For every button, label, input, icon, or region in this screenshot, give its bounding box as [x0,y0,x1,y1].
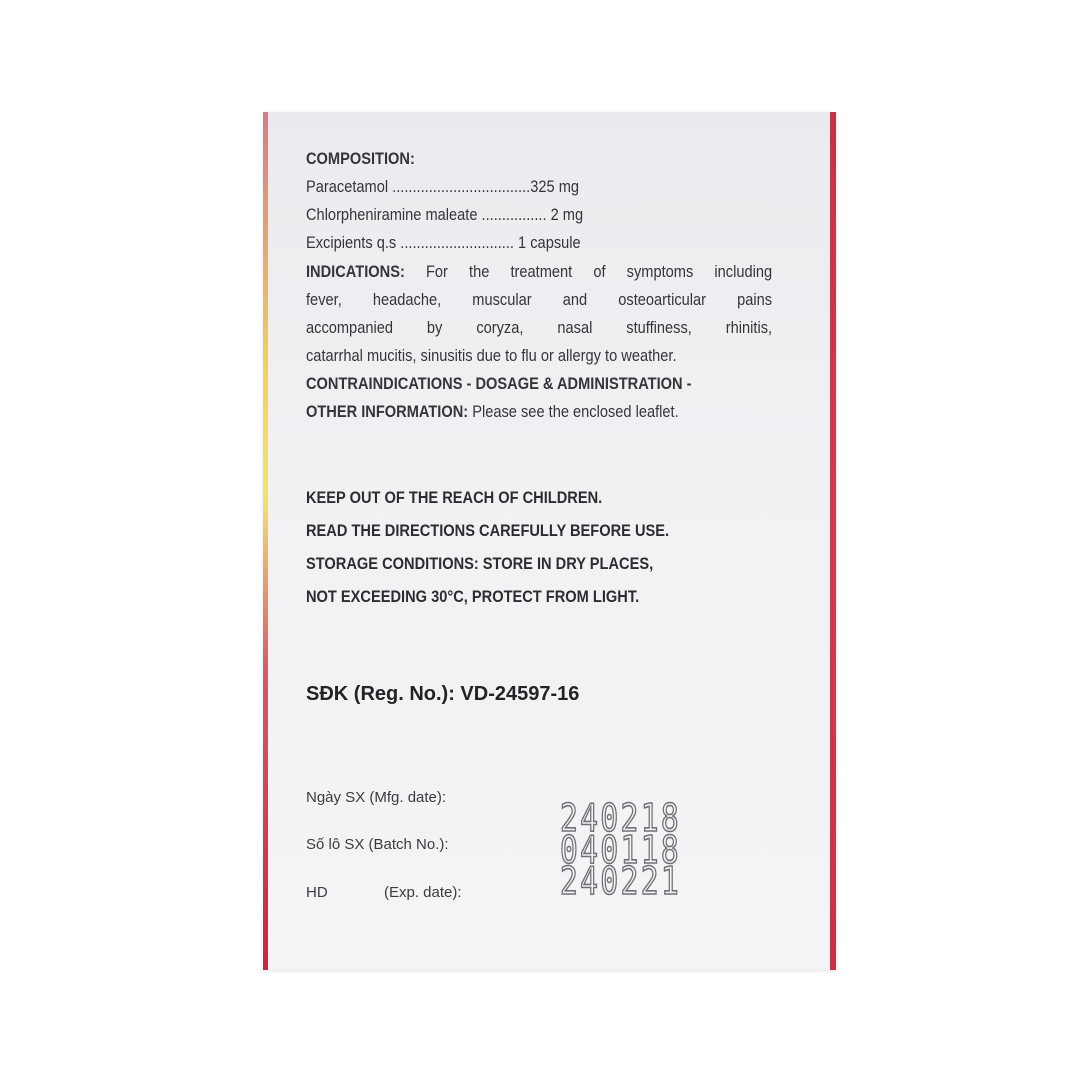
warning-storage-conditions: STORAGE CONDITIONS: STORE IN DRY PLACES, [306,554,654,573]
indications-line-3: accompanied by coryza, nasal stuffiness, rhinitis, [306,318,773,337]
indications-first-line [306,262,772,282]
batch-number-label: Số lô SX (Batch No.): [306,836,449,853]
other-information-label: OTHER INFORMATION: [306,402,469,421]
warning-read-directions: READ THE DIRECTIONS CAREFULLY BEFORE USE. [306,521,670,540]
composition-line-paracetamol: Paracetamol ..................................325 mg [306,177,580,196]
batch-number-value: 040118 [560,828,682,872]
indications-line-2: fever, headache, muscular and osteoarticular pains [306,290,773,309]
mfg-date-value: 240218 [560,796,682,840]
indications-first-line-text: For the treatment of symptoms including [425,262,773,281]
other-information-line [306,402,679,422]
indications-line-4: catarrhal mucitis, sinusitis due to flu or allergy to weather. [306,346,677,365]
warning-temperature: NOT EXCEEDING 30°C, PROTECT FROM LIGHT. [306,587,640,606]
composition-line-excipients: Excipients q.s ............................ 1 capsule [306,233,581,252]
indications-label: INDICATIONS: [306,262,405,281]
mfg-date-label: Ngày SX (Mfg. date): [306,789,447,806]
registration-number: SĐK (Reg. No.): VD-24597-16 [306,683,580,705]
contraindications-line: CONTRAINDICATIONS - DOSAGE & ADMINISTRATION - [306,374,692,393]
warning-keep-out-of-reach: KEEP OUT OF THE REACH OF CHILDREN. [306,488,603,507]
box-left-edge [263,112,268,970]
composition-heading: COMPOSITION: [306,149,415,168]
exp-date-label: (Exp. date): [384,884,462,901]
other-information-text: Please see the enclosed leaflet. [472,402,679,421]
exp-date-value: 240221 [560,859,682,903]
exp-date-hd-label: HD [306,884,328,901]
composition-line-chlorpheniramine: Chlorpheniramine maleate ................ 2 mg [306,205,584,224]
box-right-edge [830,112,836,970]
